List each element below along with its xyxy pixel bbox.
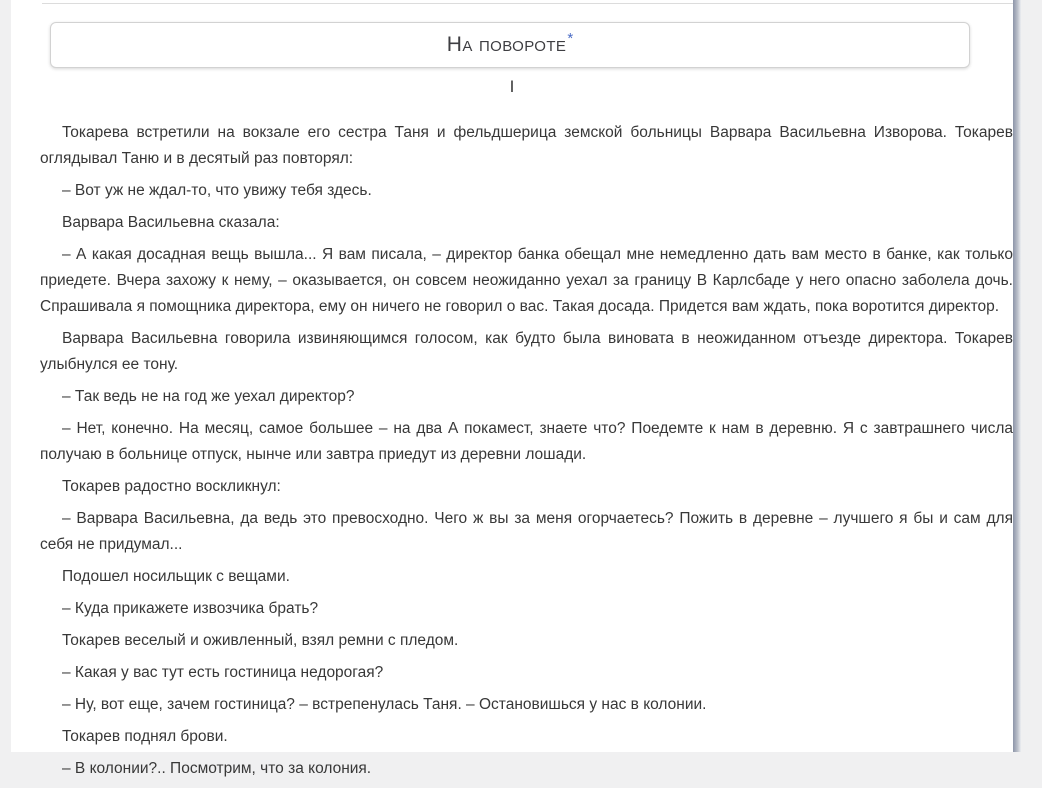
footnote-link[interactable]: * (567, 29, 574, 47)
paragraph: Варвара Васильевна говорила извиняющимся голосом, как будто была виновата в неожиданном отъезде директора. Токарев улыбнулся ее тону. (40, 330, 1013, 373)
paragraph: – Так ведь не на год же уехал директор? (62, 388, 355, 405)
paragraph: – Нет, конечно. На месяц, самое большее – на два А покамест, знаете что? Поедемте к нам в деревню. Я с завтрашнего числа получаю в больнице отпуск, нынче или завтра приедут из деревни лошади. (40, 420, 1013, 463)
paragraph: Токарев поднял брови. (62, 728, 228, 745)
scrollbar[interactable] (1013, 0, 1021, 752)
chapter-title-box (50, 22, 970, 68)
header-divider (42, 3, 1013, 4)
paragraph: – Ну, вот еще, зачем гостиница? – встрепенулась Таня. – Остановишься у нас в колонии. (62, 696, 707, 713)
chapter-title: На повороте (446, 33, 567, 56)
paragraph: – Куда прикажете извозчика брать? (62, 600, 319, 617)
paragraph: Токарев веселый и оживленный, взял ремни с пледом. (62, 632, 459, 649)
paragraph: – Варвара Васильевна, да ведь это превосходно. Чего ж вы за меня огорчаетесь? Пожить в деревне – лучшего я бы и сам для себя не придумал... (40, 510, 1013, 553)
chapter-text (40, 120, 1013, 788)
section-number: I (509, 77, 515, 96)
paragraph: Подошел носильщик с вещами. (62, 568, 290, 585)
paragraph: Варвара Васильевна сказала: (62, 214, 280, 231)
page (11, 0, 1013, 777)
paragraph: Токарев радостно воскликнул: (62, 478, 281, 495)
paragraph: – Какая у вас тут есть гостиница недорогая? (62, 664, 384, 681)
paragraph: Токарева встретили на вокзале его сестра Таня и фельдшерица земской больницы Варвара Васильевна Изворова. Токарев оглядывал Таню и в десятый раз повторял: (40, 124, 1013, 167)
paragraph: – Вот уж не ждал-то, что увижу тебя здесь. (62, 182, 372, 199)
paragraph: – А какая досадная вещь вышла... Я вам писала, – директор банка обещал мне немедленно дать вам место в банке, как только приедете. Вчера захожу к нему, – оказывается, он совсем неожиданно уехал за границу В Карлсбаде у него опасно заболела дочь. Спрашивала я помощника директора, ему он ничего не говорил о вас. Такая досада. Придется вам ждать, пока воротится директор. (40, 246, 1013, 315)
paragraph: – В колонии?.. Посмотрим, что за колония. (62, 760, 372, 777)
scrollbar-thumb[interactable] (1013, 0, 1021, 752)
